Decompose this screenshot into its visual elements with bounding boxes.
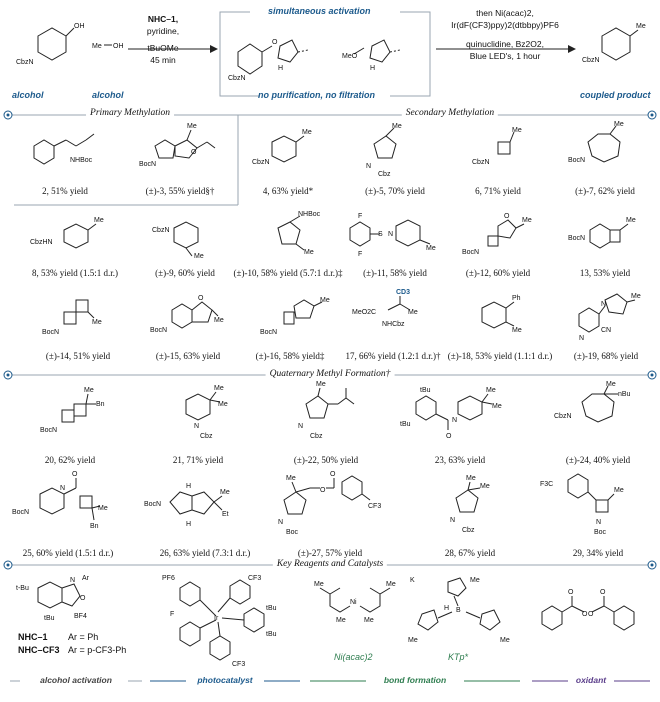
compound-24-label: (±)-24, 40% yield: [565, 455, 631, 465]
alcohol-label-1: alcohol: [12, 90, 44, 100]
svg-text:BocN: BocN: [462, 249, 480, 256]
svg-text:Me: Me: [636, 23, 646, 30]
compound-5-structure: [360, 122, 420, 178]
compound-4-label: 4, 63% yield*: [262, 186, 314, 196]
compound-9-label: (±)-9, 60% yield: [155, 268, 215, 278]
svg-text:BF4: BF4: [74, 613, 87, 620]
compound-13-structure: [568, 210, 648, 262]
svg-text:Boc: Boc: [286, 529, 299, 536]
svg-text:NHCbz: NHCbz: [382, 321, 405, 328]
svg-text:O: O: [446, 433, 452, 440]
ktp-label: KTp*: [448, 652, 469, 662]
svg-text:O: O: [588, 611, 594, 618]
compound-22-structure: [292, 382, 372, 444]
svg-text:Me: Me: [320, 297, 330, 304]
svg-text:BocN: BocN: [12, 509, 30, 516]
compound-10-structure: [258, 210, 338, 260]
svg-text:Bn: Bn: [90, 523, 99, 530]
svg-text:Me: Me: [194, 253, 204, 260]
svg-text:CbzN: CbzN: [152, 227, 170, 234]
methanol-structure: [92, 40, 132, 56]
compound-6-structure: [468, 126, 528, 176]
svg-text:t-Bu: t-Bu: [16, 585, 29, 592]
quaternary-section-title: Quaternary Methyl Formation†: [266, 369, 395, 379]
svg-text:N: N: [450, 517, 456, 524]
svg-text:O: O: [198, 295, 204, 302]
compound-12-structure: [458, 208, 538, 264]
compound-21-label: 21, 71% yield: [172, 455, 224, 465]
step1-reagent-1: NHC–1,: [147, 14, 179, 24]
compound-2-structure: [28, 128, 118, 178]
svg-text:BocN: BocN: [568, 157, 586, 164]
svg-text:Me: Me: [392, 123, 402, 130]
step1-reagent-3: tBuOMe: [147, 43, 179, 53]
svg-text:Me: Me: [314, 581, 324, 588]
compound-16-structure: [258, 290, 338, 342]
svg-text:O: O: [191, 149, 197, 156]
svg-text:Me: Me: [408, 637, 418, 644]
compound-4-structure: [248, 126, 328, 176]
compound-24-structure: [548, 380, 648, 442]
svg-text:NHBoc: NHBoc: [298, 211, 321, 218]
svg-text:S: S: [378, 231, 383, 238]
activated-intermediate-1: [228, 30, 338, 85]
compound-23-structure: [396, 380, 516, 446]
compound-3-label: (±)-3, 55% yield§†: [145, 186, 215, 196]
svg-text:Me: Me: [631, 293, 641, 300]
svg-text:Me: Me: [470, 577, 480, 584]
svg-text:CbzN: CbzN: [228, 75, 246, 82]
footer-bond-formation: bond formation: [383, 675, 447, 685]
svg-text:Cbz: Cbz: [310, 433, 323, 440]
compound-23-label: 23, 63% yield: [434, 455, 486, 465]
svg-text:CN: CN: [601, 327, 612, 334]
svg-text:Me: Me: [302, 129, 312, 136]
svg-text:O: O: [320, 487, 326, 494]
svg-text:H: H: [278, 65, 284, 72]
svg-text:Cbz: Cbz: [462, 527, 475, 534]
svg-text:Me: Me: [486, 387, 496, 394]
benzoyl-peroxide-structure: [532, 586, 652, 646]
svg-text:H: H: [186, 483, 192, 490]
compound-26-structure: [140, 470, 260, 540]
compound-17-structure: [352, 286, 442, 344]
svg-text:Me: Me: [187, 123, 197, 130]
svg-text:N: N: [452, 417, 458, 424]
svg-text:Me: Me: [512, 127, 522, 134]
svg-text:CbzN: CbzN: [16, 59, 34, 66]
step1-conditions: [128, 14, 198, 66]
ni-acac-structure: [310, 578, 400, 638]
step2-arrow: [436, 44, 576, 54]
coupled-product-label: coupled product: [580, 90, 651, 100]
compound-18-structure: [470, 286, 540, 342]
svg-text:Boc: Boc: [594, 529, 607, 536]
compound-2-label: 2, 51% yield: [42, 186, 88, 196]
compound-17-label: 17, 66% yield (1.2:1 d.r.)†: [345, 351, 441, 361]
compound-27-structure: [270, 470, 400, 542]
svg-text:tBu: tBu: [400, 421, 411, 428]
nhc-reagent-structure: [14, 574, 114, 628]
ni-acac-label: Ni(acac)2: [334, 652, 373, 662]
footer-oxidant: oxidant: [575, 675, 607, 685]
compound-28-label: 28, 67% yield: [444, 548, 496, 558]
svg-text:B: B: [456, 607, 461, 614]
svg-text:Me: Me: [386, 581, 396, 588]
compound-11-label: (±)-11, 58% yield: [363, 268, 427, 278]
svg-text:Me: Me: [614, 487, 624, 494]
svg-text:Me: Me: [92, 319, 102, 326]
step1-arrow: [128, 44, 218, 54]
svg-text:F: F: [358, 213, 363, 220]
svg-text:MeO2C: MeO2C: [352, 309, 377, 316]
svg-text:BocN: BocN: [139, 161, 157, 168]
svg-text:BocN: BocN: [260, 329, 278, 336]
compound-21-structure: [172, 382, 242, 444]
compound-27-label: (±)-27, 57% yield: [297, 548, 363, 558]
compound-11-structure: [340, 208, 450, 266]
svg-text:NHBoc: NHBoc: [70, 157, 93, 164]
svg-text:Me: Me: [626, 217, 636, 224]
svg-text:BocN: BocN: [42, 329, 60, 336]
svg-text:Ph: Ph: [512, 295, 521, 302]
svg-text:CbzN: CbzN: [472, 159, 490, 166]
svg-text:Me: Me: [98, 505, 108, 512]
svg-text:O: O: [72, 471, 78, 478]
compound-5-label: (±)-5, 70% yield: [365, 186, 425, 196]
svg-text:Ir: Ir: [214, 615, 219, 622]
footer-photocatalyst: photocatalyst: [197, 675, 253, 685]
svg-text:BocN: BocN: [568, 235, 586, 242]
compound-25-label: 25, 60% yield (1.5:1 d.r.): [22, 548, 114, 558]
svg-text:CbzN: CbzN: [252, 159, 270, 166]
step2-reagent-4: Blue LED's, 1 hour: [469, 50, 541, 61]
svg-text:CbzHN: CbzHN: [30, 239, 53, 246]
svg-text:Me: Me: [512, 327, 522, 334]
compound-15-structure: [150, 290, 230, 342]
alcohol-label-2: alcohol: [92, 90, 124, 100]
nhccf3-name: NHC–CF3: [18, 645, 60, 655]
compound-15-label: (±)-15, 63% yield: [155, 351, 221, 361]
svg-text:Me: Me: [492, 403, 502, 410]
svg-text:Me: Me: [466, 475, 476, 482]
svg-text:F: F: [170, 611, 175, 618]
svg-text:tBu: tBu: [44, 615, 55, 622]
svg-text:Me: Me: [316, 381, 326, 388]
svg-text:tBu: tBu: [266, 605, 277, 612]
svg-text:Cbz: Cbz: [378, 171, 391, 178]
svg-text:OH: OH: [74, 23, 85, 30]
nhc1-name: NHC–1: [18, 632, 48, 642]
svg-text:O: O: [272, 39, 278, 46]
svg-text:Me: Me: [408, 309, 418, 316]
svg-text:Bn: Bn: [96, 401, 105, 408]
svg-text:Me: Me: [304, 249, 314, 256]
nhc1-ar: Ar = Ph: [68, 632, 99, 642]
compound-6-label: 6, 71% yield: [475, 186, 521, 196]
svg-text:CF3: CF3: [368, 503, 382, 510]
compound-12-label: (±)-12, 60% yield: [465, 268, 531, 278]
svg-text:Me: Me: [92, 43, 102, 50]
compound-7-label: (±)-7, 62% yield: [575, 186, 635, 196]
svg-text:nBu: nBu: [618, 391, 631, 398]
svg-text:Et: Et: [222, 511, 229, 518]
step2-reagent-2: Ir(dF(CF3)ppy)2(dtbbpy)PF6: [451, 19, 559, 30]
svg-text:Me: Me: [336, 617, 346, 624]
svg-text:Me: Me: [214, 385, 224, 392]
step1-reagent-2: pyridine,: [146, 25, 180, 36]
secondary-section-title: Secondary Methylation: [402, 108, 498, 118]
svg-text:CF3: CF3: [248, 575, 262, 582]
svg-text:CbzN: CbzN: [582, 57, 600, 64]
compound-14-label: (±)-14, 51% yield: [45, 351, 111, 361]
footer-alcohol-activation: alcohol activation: [40, 675, 112, 685]
alcohol-piperidinol-structure: [8, 18, 88, 78]
compound-18-label: (±)-18, 53% yield (1.1:1 d.r.): [447, 351, 553, 361]
svg-text:H: H: [186, 521, 192, 528]
svg-text:Me: Me: [522, 217, 532, 224]
svg-text:BocN: BocN: [40, 427, 58, 434]
svg-text:Ni: Ni: [350, 599, 357, 606]
svg-text:N: N: [601, 301, 607, 308]
svg-text:O: O: [80, 595, 86, 602]
svg-text:Me: Me: [614, 121, 624, 128]
coupled-product-structure: [578, 18, 658, 78]
svg-text:O: O: [504, 213, 510, 220]
svg-text:H: H: [444, 605, 450, 612]
svg-text:Me: Me: [606, 381, 616, 388]
svg-text:K: K: [410, 577, 415, 584]
svg-text:tBu: tBu: [266, 631, 277, 638]
step2-reagent-1: then Ni(acac)2,: [476, 8, 534, 18]
svg-text:Me: Me: [364, 617, 374, 624]
compound-25-structure: [10, 470, 130, 540]
svg-text:N: N: [60, 485, 66, 492]
compound-7-structure: [566, 122, 646, 178]
svg-text:BocN: BocN: [150, 327, 168, 334]
compound-8-structure: [30, 210, 120, 258]
svg-text:Me: Me: [480, 483, 490, 490]
svg-text:H: H: [370, 65, 376, 72]
ktp-structure: [408, 572, 518, 654]
svg-text:F3C: F3C: [540, 481, 554, 488]
svg-text:O: O: [568, 589, 574, 596]
svg-text:CbzN: CbzN: [554, 413, 572, 420]
svg-text:Me: Me: [286, 475, 296, 482]
svg-text:Cbz: Cbz: [200, 433, 213, 440]
svg-text:N: N: [579, 335, 585, 342]
svg-text:Me: Me: [500, 637, 510, 644]
reagents-section-title: Key Reagents and Catalysts: [273, 559, 387, 569]
svg-text:tBu: tBu: [420, 387, 431, 394]
compound-19-structure: [565, 284, 645, 344]
svg-text:Me: Me: [426, 245, 436, 252]
svg-text:OH: OH: [113, 43, 124, 50]
svg-text:N: N: [596, 519, 602, 526]
compound-19-label: (±)-19, 68% yield: [573, 351, 639, 361]
primary-section-title: Primary Methylation: [86, 108, 174, 118]
compound-10-label: (±)-10, 58% yield (5.7:1 d.r.)‡: [233, 268, 343, 278]
compound-16-label: (±)-16, 58% yield‡: [255, 351, 325, 361]
compound-20-label: 20, 62% yield: [44, 455, 96, 465]
svg-text:N: N: [388, 231, 394, 238]
compound-26-label: 26, 63% yield (7.3:1 d.r.): [159, 548, 251, 558]
compound-13-label: 13, 53% yield: [579, 268, 631, 278]
svg-text:Me: Me: [220, 489, 230, 496]
svg-text:CD3: CD3: [396, 289, 411, 296]
svg-text:O: O: [330, 471, 336, 478]
svg-text:Me: Me: [84, 387, 94, 394]
svg-text:N: N: [366, 163, 372, 170]
svg-text:MeO: MeO: [342, 53, 358, 60]
svg-text:N: N: [70, 577, 76, 584]
step1-reagent-4: 45 min: [150, 54, 176, 65]
svg-text:Me: Me: [94, 217, 104, 224]
compound-9-structure: [148, 212, 228, 260]
compound-8-label: 8, 53% yield (1.5:1 d.r.): [32, 268, 118, 278]
svg-text:Me: Me: [218, 401, 228, 408]
compound-29-structure: [538, 470, 648, 542]
nhccf3-ar: Ar = p-CF3-Ph: [68, 645, 127, 655]
svg-text:N: N: [194, 423, 200, 430]
svg-text:CF3: CF3: [232, 661, 246, 668]
svg-text:F: F: [358, 251, 363, 258]
compound-14-structure: [40, 290, 120, 340]
compound-22-label: (±)-22, 50% yield: [293, 455, 359, 465]
svg-text:Ar: Ar: [82, 575, 89, 582]
svg-text:BocN: BocN: [144, 501, 162, 508]
svg-text:O: O: [600, 589, 606, 596]
step2-reagent-3: quinuclidine, Bz2O2,: [466, 39, 544, 49]
svg-text:N: N: [278, 519, 284, 526]
svg-text:PF6: PF6: [162, 575, 175, 582]
compound-29-label: 29, 34% yield: [572, 548, 624, 558]
simultaneous-activation-label: simultaneous activation: [268, 6, 371, 16]
svg-text:Me: Me: [214, 317, 224, 324]
compound-20-structure: [38, 384, 118, 442]
svg-text:O: O: [582, 611, 588, 618]
svg-text:N: N: [298, 423, 304, 430]
no-purification-label: no purification, no filtration: [258, 90, 375, 100]
activated-intermediate-2: [342, 30, 422, 80]
compound-3-structure: [135, 120, 225, 180]
photocatalyst-structure: [160, 572, 290, 668]
compound-28-structure: [440, 476, 510, 540]
